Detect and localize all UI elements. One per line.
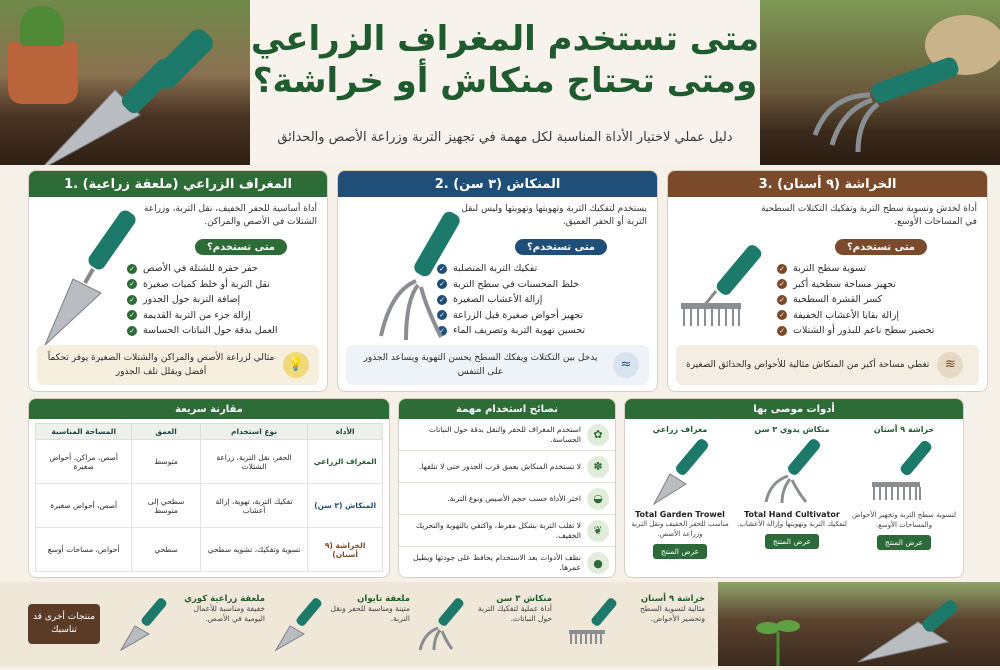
comparison-table	[35, 423, 383, 572]
card-trowel-bullets	[127, 261, 317, 339]
table-cell: أصص، مراكن، أحواض صغيرة	[36, 440, 132, 484]
check-icon: ✓	[127, 279, 137, 289]
card-rake-title: 3. الخراشة (٩ أسنان)	[668, 171, 987, 197]
check-icon: ✓	[437, 326, 447, 336]
lightbulb-icon: 💡	[283, 352, 309, 378]
check-icon: ✓	[437, 264, 447, 274]
list-item: ✓ تجهيز أحواض صغيرة قبل الزراعة	[437, 308, 647, 324]
check-icon: ✓	[437, 279, 447, 289]
strip-item[interactable]: ملعقة زراعية كوري خفيفة ومناسبة للأعمال اليومية في الأصص.	[115, 590, 265, 660]
table-cell: الخراشة (٩ أسنان)	[308, 528, 383, 572]
tip-item: ● نظف الأدوات بعد الاستخدام يحافظ على جودتها ويطيل عمرها.	[399, 547, 615, 578]
trowel-tool-image	[41, 207, 151, 347]
card-cultivator-desc: يستخدم لتفكيك التربة وتهويتها وتهويتها وليس لنقل التربة أو الحفر العميق.	[461, 204, 647, 227]
card-rake-note: ≋ تغطي مساحة أكبر من المنكاش مثالية للأحواض والحدائق الصغيرة	[676, 345, 979, 385]
trowel-tool-image	[270, 594, 330, 654]
trowel-image	[20, 20, 240, 165]
list-item: ✓ إضافة التربة حول الجذور	[127, 292, 317, 308]
cultivator-tool-image	[752, 434, 832, 506]
view-product-button[interactable]: عرض المنتج	[877, 535, 931, 550]
list-item: ✓ حفر حفرة للشتلة في الأصص	[127, 261, 317, 277]
check-icon: ✓	[127, 295, 137, 305]
check-icon: ✓	[127, 264, 137, 274]
page-title-line1: متى تستخدم المغراف الزراعي	[250, 19, 760, 59]
check-icon: ✓	[127, 326, 137, 336]
check-icon: ✓	[777, 295, 787, 305]
card-cultivator-note: ≈ يدخل بين التكتلات ويفكك السطح يحسن التهوية ويساعد الجذور على التنفس	[346, 345, 649, 385]
sprout-icon: ✽	[587, 456, 609, 478]
list-item: ✓ تحسين تهوية التربة وتصريف الماء	[437, 323, 647, 339]
tip-item: ✽ لا تستخدم المنكاش بعمق قرب الجذور حتى لا تتلفها.	[399, 451, 615, 483]
card-trowel-desc: أداة أساسية للحفر الخفيف، نقل التربة، وزراعة الشتلات في الأصص والمراكن.	[143, 204, 317, 227]
table-row	[36, 484, 383, 528]
list-item: ✓ تحضير سطح ناعم للبذور أو الشتلات	[777, 323, 977, 339]
tip-item: ❦ لا تقلب التربة بشكل مفرط، واكتفي بالتهوية والتحريك الخفيف.	[399, 515, 615, 547]
waves-icon: ≋	[937, 352, 963, 378]
table-cell: أحواض، مساحات أوسع	[36, 528, 132, 572]
list-item: ✓ نقل التربة أو خلط كميات صغيرة	[127, 277, 317, 293]
check-icon: ✓	[437, 295, 447, 305]
card-rake-when: متى تستخدم؟	[835, 239, 927, 255]
page-subtitle: دليل عملي لاختيار الأداة المناسبة لكل مهمة في تجهيز التربة وزراعة الأصص والحدائق	[277, 130, 733, 145]
card-cultivator-when: متى تستخدم؟	[515, 239, 607, 255]
card-rake-desc: أداة لخدش وتسوية سطح التربة وتفكيك التكتلات السطحية في المساحات الأوسع.	[760, 204, 977, 227]
header	[0, 0, 1000, 165]
list-item: ✓ تفكيك التربة المتصلبة	[437, 261, 647, 277]
recommended-panel	[624, 398, 964, 578]
trowel-tool-image	[115, 594, 175, 654]
table-cell: المنكاش (٣ سن)	[308, 484, 383, 528]
list-item: ✓ تسوية سطح التربة	[777, 261, 977, 277]
header-photo-trowel	[0, 0, 250, 165]
table-cell: الحفر، نقل التربة، زراعة الشتلات	[200, 440, 308, 484]
table-cell: تفكيك التربة، تهوية، إزالة أعشاب	[200, 484, 308, 528]
list-item: ✓ إزالة الأعشاب الصغيرة	[437, 292, 647, 308]
rake-tool-image	[676, 231, 786, 341]
tips-title: نصائح استخدام مهمة	[399, 399, 615, 419]
check-icon: ✓	[437, 310, 447, 320]
plant-icon: ✿	[587, 424, 609, 446]
table-cell: متوسط	[132, 440, 200, 484]
list-item: ✓ خلط المحسنات في سطح التربة	[437, 277, 647, 293]
comparison-panel	[28, 398, 390, 578]
strip-item[interactable]: خراشة ٩ أسنان مثالية لتسوية السطح وتحضير الأحواض.	[565, 590, 715, 660]
table-row	[36, 440, 383, 484]
recommended-item-trowel: مغراف زراعي Total Garden Trowel مناسب للحفر الخفيف ونقل التربة وزراعة الأصص. عرض المنتج	[625, 425, 735, 578]
list-item: ✓ العمل بدقة حول النباتات الحساسة	[127, 323, 317, 339]
trowel-tool-image	[640, 434, 720, 506]
card-trowel-when: متى تستخدم؟	[195, 239, 287, 255]
check-icon: ✓	[777, 279, 787, 289]
view-product-button[interactable]: عرض المنتج	[653, 544, 707, 559]
cultivator-tool-image	[412, 594, 472, 654]
wind-icon: ≈	[613, 352, 639, 378]
view-product-button[interactable]: عرض المنتج	[765, 534, 819, 549]
rake-tool-image	[565, 594, 625, 654]
recommended-title: أدوات موصى بها	[625, 399, 963, 419]
table-cell: سطحي	[132, 528, 200, 572]
list-item: ✓ تجهيز مساحة سطحية أكبر	[777, 277, 977, 293]
table-cell: أصص، أحواض صغيرة	[36, 484, 132, 528]
list-item: ✓ إزالة جزء من التربة القديمة	[127, 308, 317, 324]
soil-photo	[718, 582, 1000, 666]
droplet-icon: ●	[587, 552, 609, 574]
card-trowel-note: 💡 مثالي لزراعة الأصص والمراكن والشتلات الصغيرة يوفر تحكماً أفضل ويقلل تلف الجذور	[37, 345, 319, 385]
card-rake-bullets	[777, 261, 977, 339]
strip-item[interactable]: ملعقة تايوان متينة ومناسبة للحفر ونقل التربة.	[270, 590, 420, 660]
table-row	[36, 528, 383, 572]
table-cell: سطحي إلى متوسط	[132, 484, 200, 528]
table-cell: المغراف الزراعي	[308, 440, 383, 484]
more-products-button[interactable]: منتجات أخرى قد تناسبك	[28, 604, 100, 644]
page-title-line2: ومتى تحتاج منكاش أو خراشة؟	[252, 61, 758, 101]
card-cultivator-title: 2. المنكاش (٣ سن)	[338, 171, 657, 197]
more-products-strip	[0, 582, 1000, 666]
recommended-item-rake: خراشة ٩ أسنان لتسوية سطح التربة وتجهيز الأحواض والمساحات الأوسع. عرض المنتج	[849, 425, 959, 578]
table-header: الأداة	[308, 424, 383, 440]
list-item: ✓ إزالة بقايا الأعشاب الخفيفة	[777, 308, 977, 324]
recommended-item-cultivator: منكاش يدوي ٣ سن Total Hand Cultivator لتفكيك التربة وتهويتها وإزالة الأعشاب. عرض المنتج	[737, 425, 847, 578]
check-icon: ✓	[777, 264, 787, 274]
card-trowel-title: 1. المغراف الزراعي (ملعقة زراعية)	[29, 171, 327, 197]
tips-panel	[398, 398, 616, 578]
table-header: العمق	[132, 424, 200, 440]
table-header: نوع استخدام	[200, 424, 308, 440]
tip-item: ◒ اختر الأداة حسب حجم الأصيص ونوع التربة.	[399, 483, 615, 515]
strip-item[interactable]: منكاش ٣ سن أداة عملية لتفكيك التربة حول النباتات.	[412, 590, 562, 660]
table-cell: تسوية وتفكيك، تشويه سطحي	[200, 528, 308, 572]
header-photo-cultivator	[760, 0, 1000, 165]
pot-icon: ◒	[587, 488, 609, 510]
rake-tool-image	[864, 434, 944, 506]
check-icon: ✓	[127, 310, 137, 320]
cultivator-image	[760, 0, 1000, 165]
card-rake	[667, 170, 988, 392]
table-header: المساحة المناسبة	[36, 424, 132, 440]
list-item: ✓ كسر القشرة السطحية	[777, 292, 977, 308]
tip-item: ✿ استخدم المغراف للحفر والنقل بدقة حول النباتات الحساسة.	[399, 419, 615, 451]
check-icon: ✓	[777, 326, 787, 336]
cultivator-tool-image	[368, 209, 478, 349]
card-cultivator	[337, 170, 658, 392]
check-icon: ✓	[777, 310, 787, 320]
sprout-image	[718, 582, 1000, 666]
comparison-title: مقارنة سريعة	[29, 399, 389, 419]
leaf-icon: ❦	[587, 520, 609, 542]
card-trowel	[28, 170, 328, 392]
